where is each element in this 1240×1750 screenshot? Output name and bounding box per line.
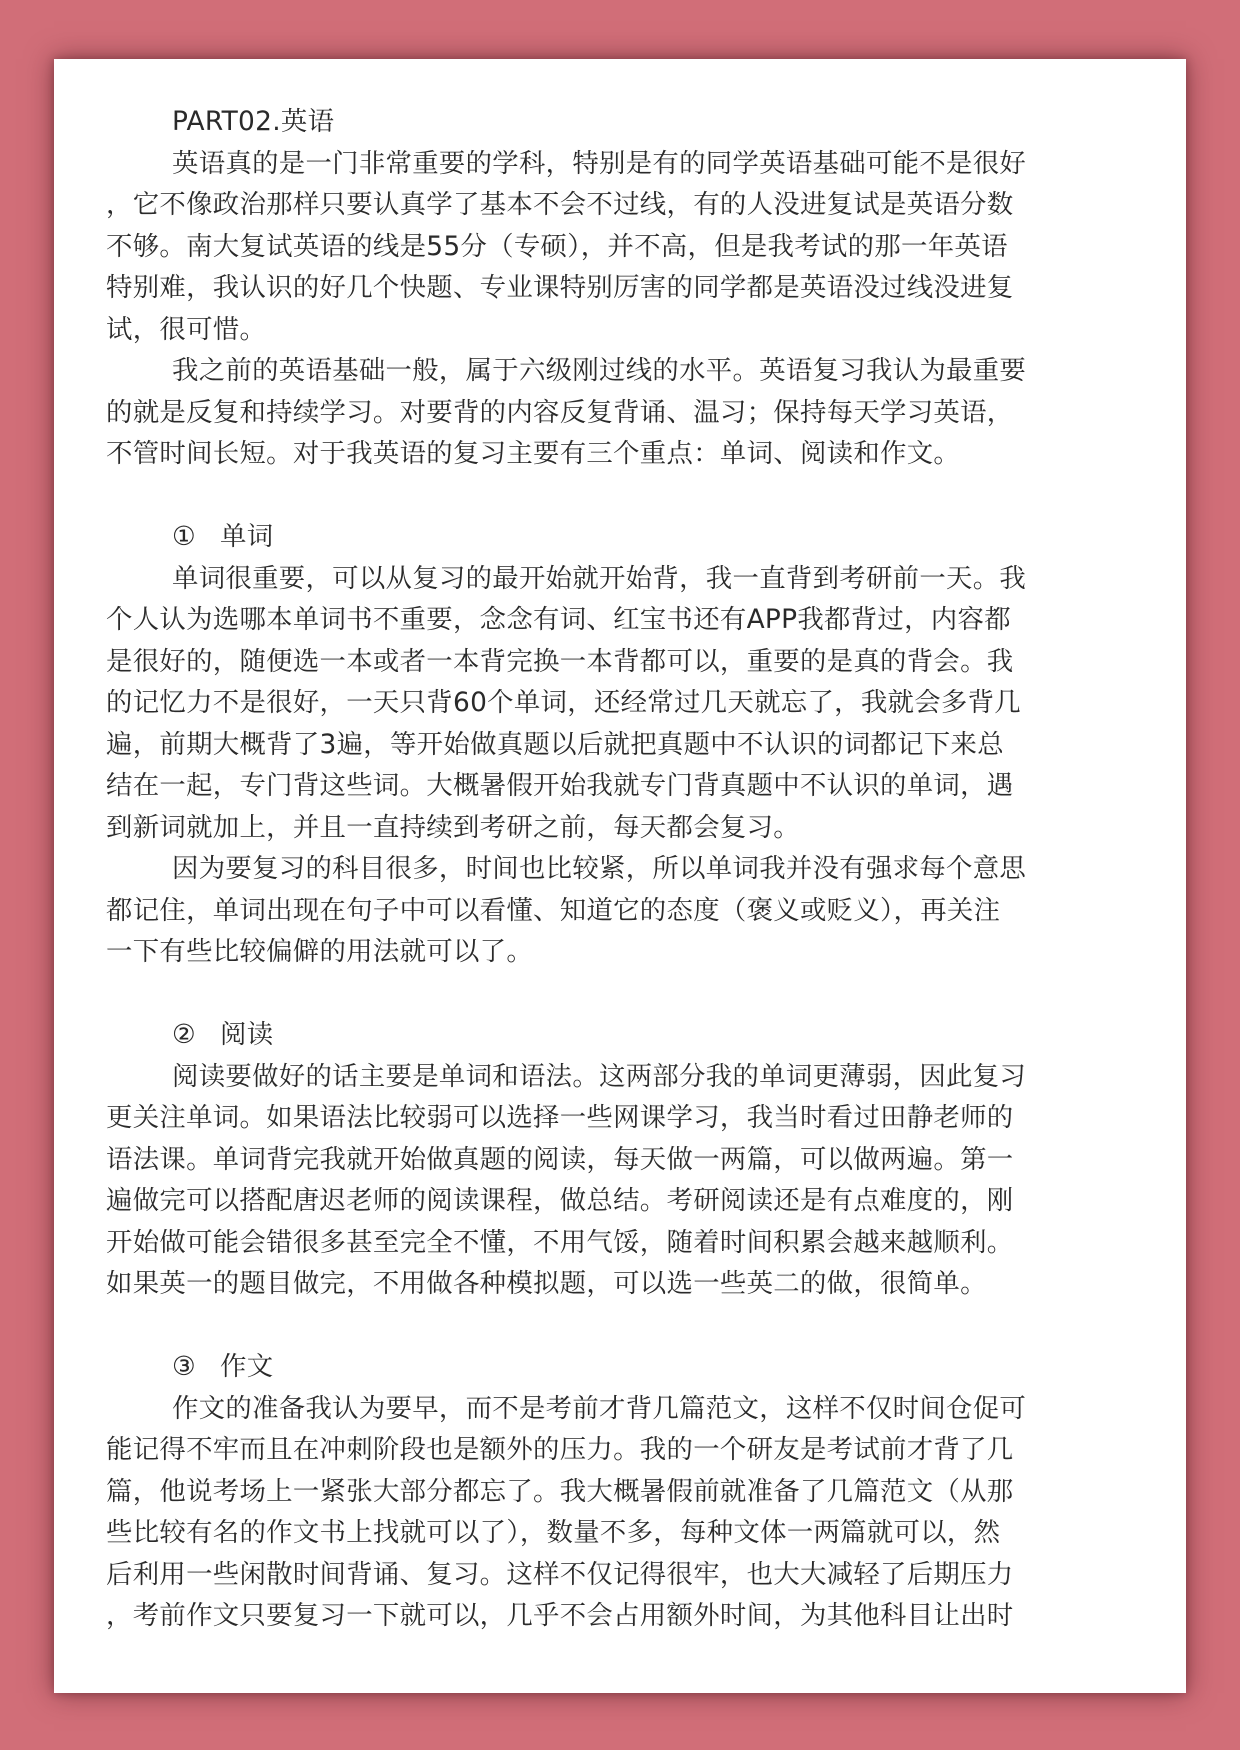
intro-paragraph-1: 英语真的是一门非常重要的学科，特别是有的同学英语基础可能不是很好 ，它不像政治那样只要认真学了基本不会不过线，有的人没进复试是英语分数 不够。南大复试英语的线是55分（专硕），并不高，但是我考试的那一年英语 特别难，我认识的好几个快题、专业课特别厉害的同学都是英语没过线没进复 试，很可惜。 bbox=[106, 147, 1027, 345]
section-heading-reading bbox=[106, 1014, 1136, 1056]
section-title: 阅读 bbox=[220, 1019, 274, 1050]
section-number: ③ bbox=[172, 1351, 196, 1382]
section-number: ① bbox=[172, 521, 196, 552]
part-title: PART02.英语 bbox=[172, 106, 335, 137]
reading-paragraph-1: 阅读要做好的话主要是单词和语法。这两部分我的单词更薄弱，因此复习 更关注单词。如果语法比较弱可以选择一些网课学习，我当时看过田静老师的 语法课。单词背完我就开始做真题的阅读，每天做一两篇，可以做两遍。第一 遍做完可以搭配唐迟老师的阅读课程，做总结。考研阅读还是有点难度的，刚 开始做可能会错很多甚至完全不懂，不用气馁，随着时间积累会越来越顺利。 如果英一的题目做完，不用做各种模拟题，可以选一些英二的做，很简单。 bbox=[106, 1060, 1027, 1299]
section-heading-writing bbox=[106, 1346, 1136, 1388]
intro-paragraph-2: 我之前的英语基础一般，属于六级刚过线的水平。英语复习我认为最重要 的就是反复和持续学习。对要背的内容反复背诵、温习；保持每天学习英语， 不管时间长短。对于我英语的复习主要有三个重点：单词、阅读和作文。 bbox=[106, 355, 1027, 469]
document-body bbox=[106, 101, 1136, 1637]
section-heading-vocabulary bbox=[106, 516, 1136, 558]
section-title: 作文 bbox=[220, 1351, 274, 1382]
vocabulary-paragraph-2: 因为要复习的科目很多，时间也比较紧，所以单词我并没有强求每个意思 都记住，单词出现在句子中可以看懂、知道它的态度（褒义或贬义），再关注 一下有些比较偏僻的用法就可以了。 bbox=[106, 853, 1027, 967]
document-page bbox=[54, 59, 1186, 1693]
section-title: 单词 bbox=[220, 521, 274, 552]
section-number: ② bbox=[172, 1019, 196, 1050]
writing-paragraph-1: 作文的准备我认为要早，而不是考前才背几篇范文，这样不仅时间仓促可 能记得不牢而且在冲刺阶段也是额外的压力。我的一个研友是考试前才背了几 篇，他说考场上一紧张大部分都忘了。我大概暑假前就准备了几篇范文（从那 些比较有名的作文书上找就可以了），数量不多，每种文体一两篇就可以，然 后利用一些闲散时间背诵、复习。这样不仅记得很牢，也大大减轻了后期压力 ，考前作文只要复习一下就可以，几乎不会占用额外时间，为其他科目让出时 bbox=[106, 1392, 1027, 1631]
vocabulary-paragraph-1: 单词很重要，可以从复习的最开始就开始背，我一直背到考研前一天。我 个人认为选哪本单词书不重要，念念有词、红宝书还有APP我都背过，内容都 是很好的，随便选一本或者一本背完换一本背都可以，重要的是真的背会。我 的记忆力不是很好，一天只背60个单词，还经常过几天就忘了，我就会多背几 遍，前期大概背了3遍，等开始做真题以后就把真题中不认识的词都记下来总 结在一起，专门背这些词。大概暑假开始我就专门背真题中不认识的单词，遇 到新词就加上，并且一直持续到考研之前，每天都会复习。 bbox=[106, 562, 1027, 843]
